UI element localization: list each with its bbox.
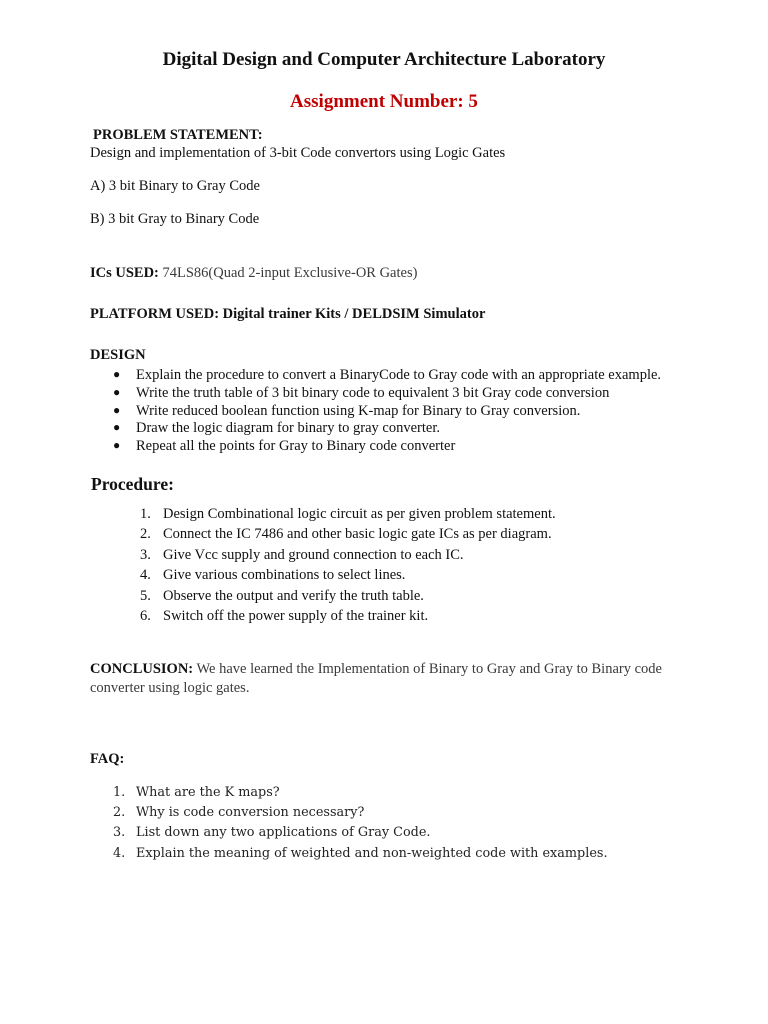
list-item-text: Switch off the power supply of the trainer kit. <box>163 607 429 624</box>
bullet-icon: ● <box>113 367 121 381</box>
list-number: 5. <box>140 587 151 604</box>
list-item <box>91 567 556 587</box>
list-item <box>91 403 661 421</box>
problem-statement-text: Design and implementation of 3-bit Code convertors using Logic Gates <box>90 145 506 161</box>
conclusion-line-2: converter using logic gates. <box>90 680 250 696</box>
design-heading: DESIGN <box>90 347 146 363</box>
problem-statement-heading: PROBLEM STATEMENT: <box>93 127 263 143</box>
list-item <box>91 420 661 438</box>
list-number: 1. <box>113 785 126 800</box>
list-item <box>91 385 661 403</box>
list-number: 4. <box>140 567 151 584</box>
bullet-icon: ● <box>113 420 121 435</box>
procedure-list <box>91 506 556 628</box>
list-item-text: Write reduced boolean function using K-map for Binary to Gray conversion. <box>136 402 581 419</box>
bullet-icon: ● <box>113 402 121 417</box>
list-item-text: Why is code conversion necessary? <box>136 805 365 821</box>
list-item <box>91 506 556 526</box>
conclusion-label: CONCLUSION: <box>90 661 194 677</box>
list-item-text: What are the K maps? <box>136 785 280 800</box>
list-item-text: Repeat all the points for Gray to Binary code converter <box>136 438 456 455</box>
conclusion-line-1 <box>90 661 662 678</box>
list-item <box>91 825 608 845</box>
bullet-icon: ● <box>113 438 121 453</box>
procedure-heading: Procedure: <box>91 474 174 494</box>
assignment-number: Assignment Number: 5 <box>290 91 478 112</box>
conclusion-text: We have learned the Implementation of Binary to Gray and Gray to Binary code <box>193 661 662 677</box>
list-number: 3. <box>113 825 126 841</box>
bullet-icon: ● <box>113 384 121 399</box>
list-item-text: List down any two applications of Gray Code. <box>136 825 431 841</box>
list-number: 2. <box>113 805 126 821</box>
list-item-text: Explain the meaning of weighted and non-weighted code with examples. <box>136 845 608 861</box>
list-number: 6. <box>140 607 151 624</box>
list-item <box>91 785 608 805</box>
list-item-text: Write the truth table of 3 bit binary code to equivalent 3 bit Gray code conversion <box>136 384 610 401</box>
problem-part-b: B) 3 bit Gray to Binary Code <box>90 211 260 227</box>
list-item-text: Observe the output and verify the truth table. <box>163 587 424 604</box>
list-number: 1. <box>140 506 151 522</box>
list-item-text: Draw the logic diagram for binary to gray converter. <box>136 420 440 437</box>
list-item <box>91 846 608 866</box>
platform-used: PLATFORM USED: Digital trainer Kits / DELDSIM Simulator <box>90 306 486 322</box>
list-item-text: Design Combinational logic circuit as per given problem statement. <box>163 506 556 522</box>
faq-heading: FAQ: <box>90 751 125 767</box>
list-number: 4. <box>113 845 126 861</box>
list-item <box>91 367 661 385</box>
list-item-text: Give various combinations to select lines. <box>163 567 406 584</box>
ics-used-label: ICs USED: <box>90 265 159 281</box>
list-item <box>91 608 556 628</box>
faq-list <box>91 785 608 866</box>
problem-part-a: A) 3 bit Binary to Gray Code <box>90 178 260 194</box>
design-list <box>91 367 661 456</box>
list-item <box>91 438 661 456</box>
list-item-text: Give Vcc supply and ground connection to each IC. <box>163 546 464 563</box>
list-item-text: Connect the IC 7486 and other basic logic gate ICs as per diagram. <box>163 526 552 543</box>
ics-used-line <box>90 265 417 282</box>
list-item <box>91 526 556 546</box>
list-item <box>91 588 556 608</box>
page-title: Digital Design and Computer Architecture Laboratory <box>162 49 606 70</box>
list-item <box>91 805 608 825</box>
list-item <box>91 547 556 567</box>
list-number: 2. <box>140 526 151 543</box>
list-item-text: Explain the procedure to convert a BinaryCode to Gray code with an appropriate example. <box>136 367 662 383</box>
list-number: 3. <box>140 546 151 563</box>
ics-used-value: 74LS86(Quad 2-input Exclusive-OR Gates) <box>158 265 418 281</box>
